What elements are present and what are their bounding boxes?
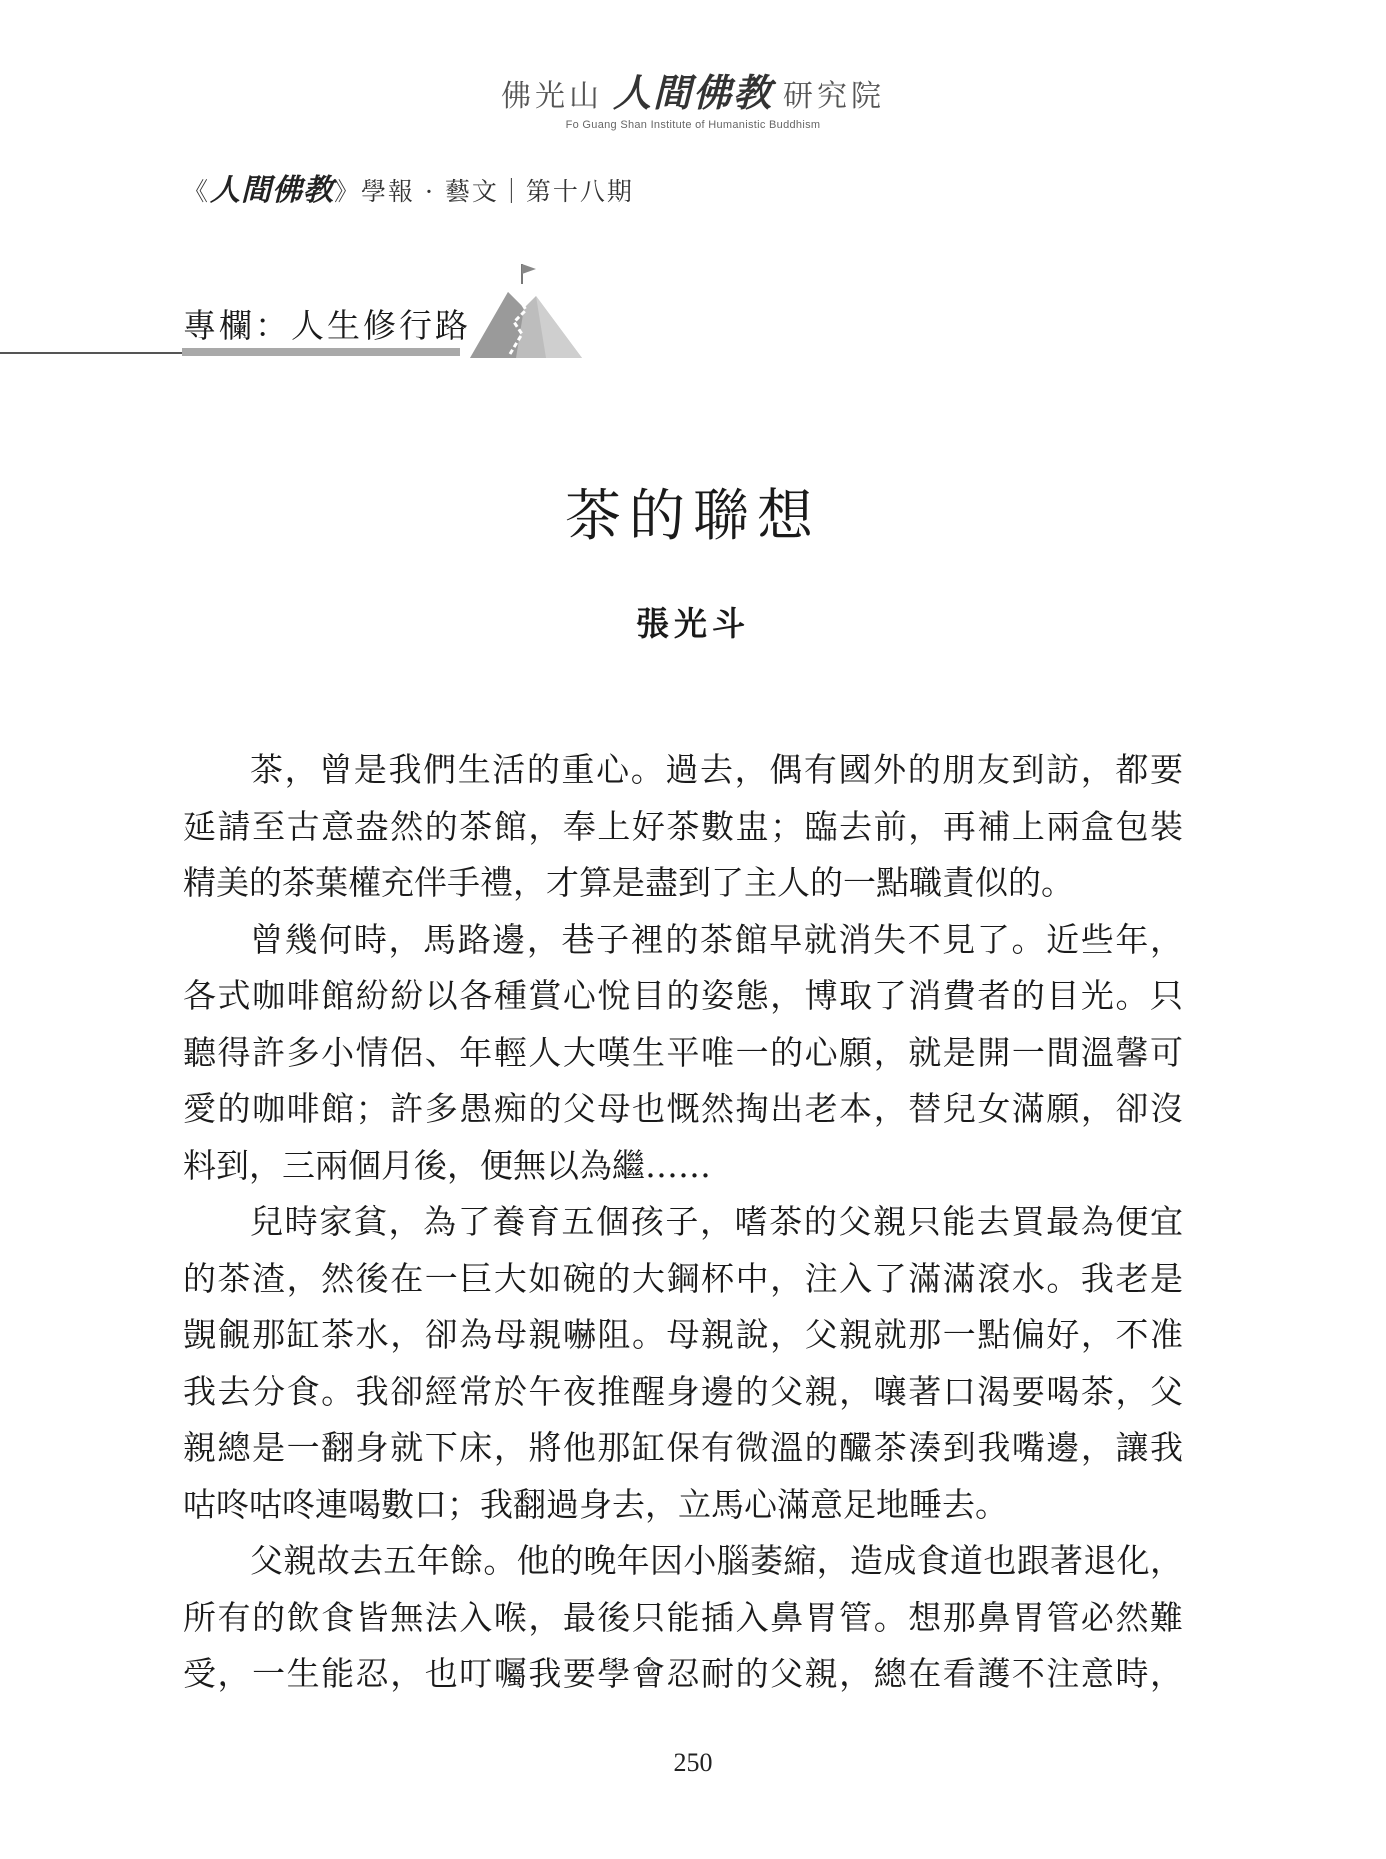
journal-open-bracket: 《 [183,177,211,206]
text-line: 親總是一翻身就下床，將他那缸保有微溫的釅茶湊到我嘴邊，讓我 [183,1428,1183,1467]
article-body [183,742,1183,1703]
journal-issue-info: 》學報 · 藝文｜第十八期 [334,177,634,206]
institute-brand-logo: 人間佛教 [612,71,773,115]
text-line: 延請至古意盎然的茶館，奉上好茶數盅；臨去前，再補上兩盒包裝 [183,806,1183,846]
journal-running-head [183,165,634,209]
institute-name [501,62,885,117]
text-line: 愛的咖啡館；許多愚痴的父母也慨然掏出老本，替兒女滿願，卻沒 [183,1089,1183,1128]
column-rule-left [0,352,182,354]
text-line: 我去分食。我卻經常於午夜推醒身邊的父親，嚷著口渴要喝茶，父 [183,1371,1183,1411]
article-title: 茶的聯想 [565,484,821,549]
text-line: 所有的飲食皆無法入喉，最後只能插入鼻胃管。想那鼻胃管必然難 [183,1597,1183,1637]
text-line: 茶，曾是我們生活的重心。過去，偶有國外的朋友到訪，都要 [250,750,1183,789]
institute-name-right: 研究院 [783,79,885,114]
column-label: 專欄：人生修行路 [183,306,471,345]
text-line: 各式咖啡館紛紛以各種賞心悅目的姿態，博取了消費者的目光。只 [183,976,1183,1015]
column-rule-underline [182,348,460,356]
text-line: 精美的茶葉權充伴手禮，才算是盡到了主人的一點職責似的。 [183,863,1074,902]
mountain-flag-icon [470,262,582,358]
article-author: 張光斗 [636,604,750,643]
text-line: 料到，三兩個月後，便無以為繼…… [183,1145,711,1185]
institute-header [0,62,1386,131]
text-line: 咕咚咕咚連喝數口；我翻過身去，立馬心滿意足地睡去。 [183,1484,1008,1524]
text-line: 受，一生能忍，也叮囑我要學會忍耐的父親，總在看護不注意時， [183,1654,1183,1693]
text-line: 曾幾何時，馬路邊，巷子裡的茶館早就消失不見了。近些年， [250,919,1183,959]
journal-brand-logo: 人間佛教 [210,173,335,208]
institute-name-left: 佛光山 [500,79,603,114]
text-line: 的茶渣，然後在一巨大如碗的大鋼杯中，注入了滿滿滾水。我老是 [183,1258,1183,1298]
institute-english-name: Fo Guang Shan Institute of Humanistic Buddhism [565,119,821,131]
text-line: 父親故去五年餘。他的晚年因小腦萎縮，造成食道也跟著退化， [250,1541,1183,1580]
text-line: 兒時家貧，為了養育五個孩子，嗜茶的父親只能去買最為便宜 [250,1202,1183,1241]
text-line: 聽得許多小情侶、年輕人大嘆生平唯一的心願，就是開一間溫馨可 [183,1032,1183,1072]
text-line: 覬覦那缸茶水，卻為母親嚇阻。母親說，父親就那一點偏好，不准 [183,1315,1183,1354]
page-number: 250 [673,1748,713,1777]
